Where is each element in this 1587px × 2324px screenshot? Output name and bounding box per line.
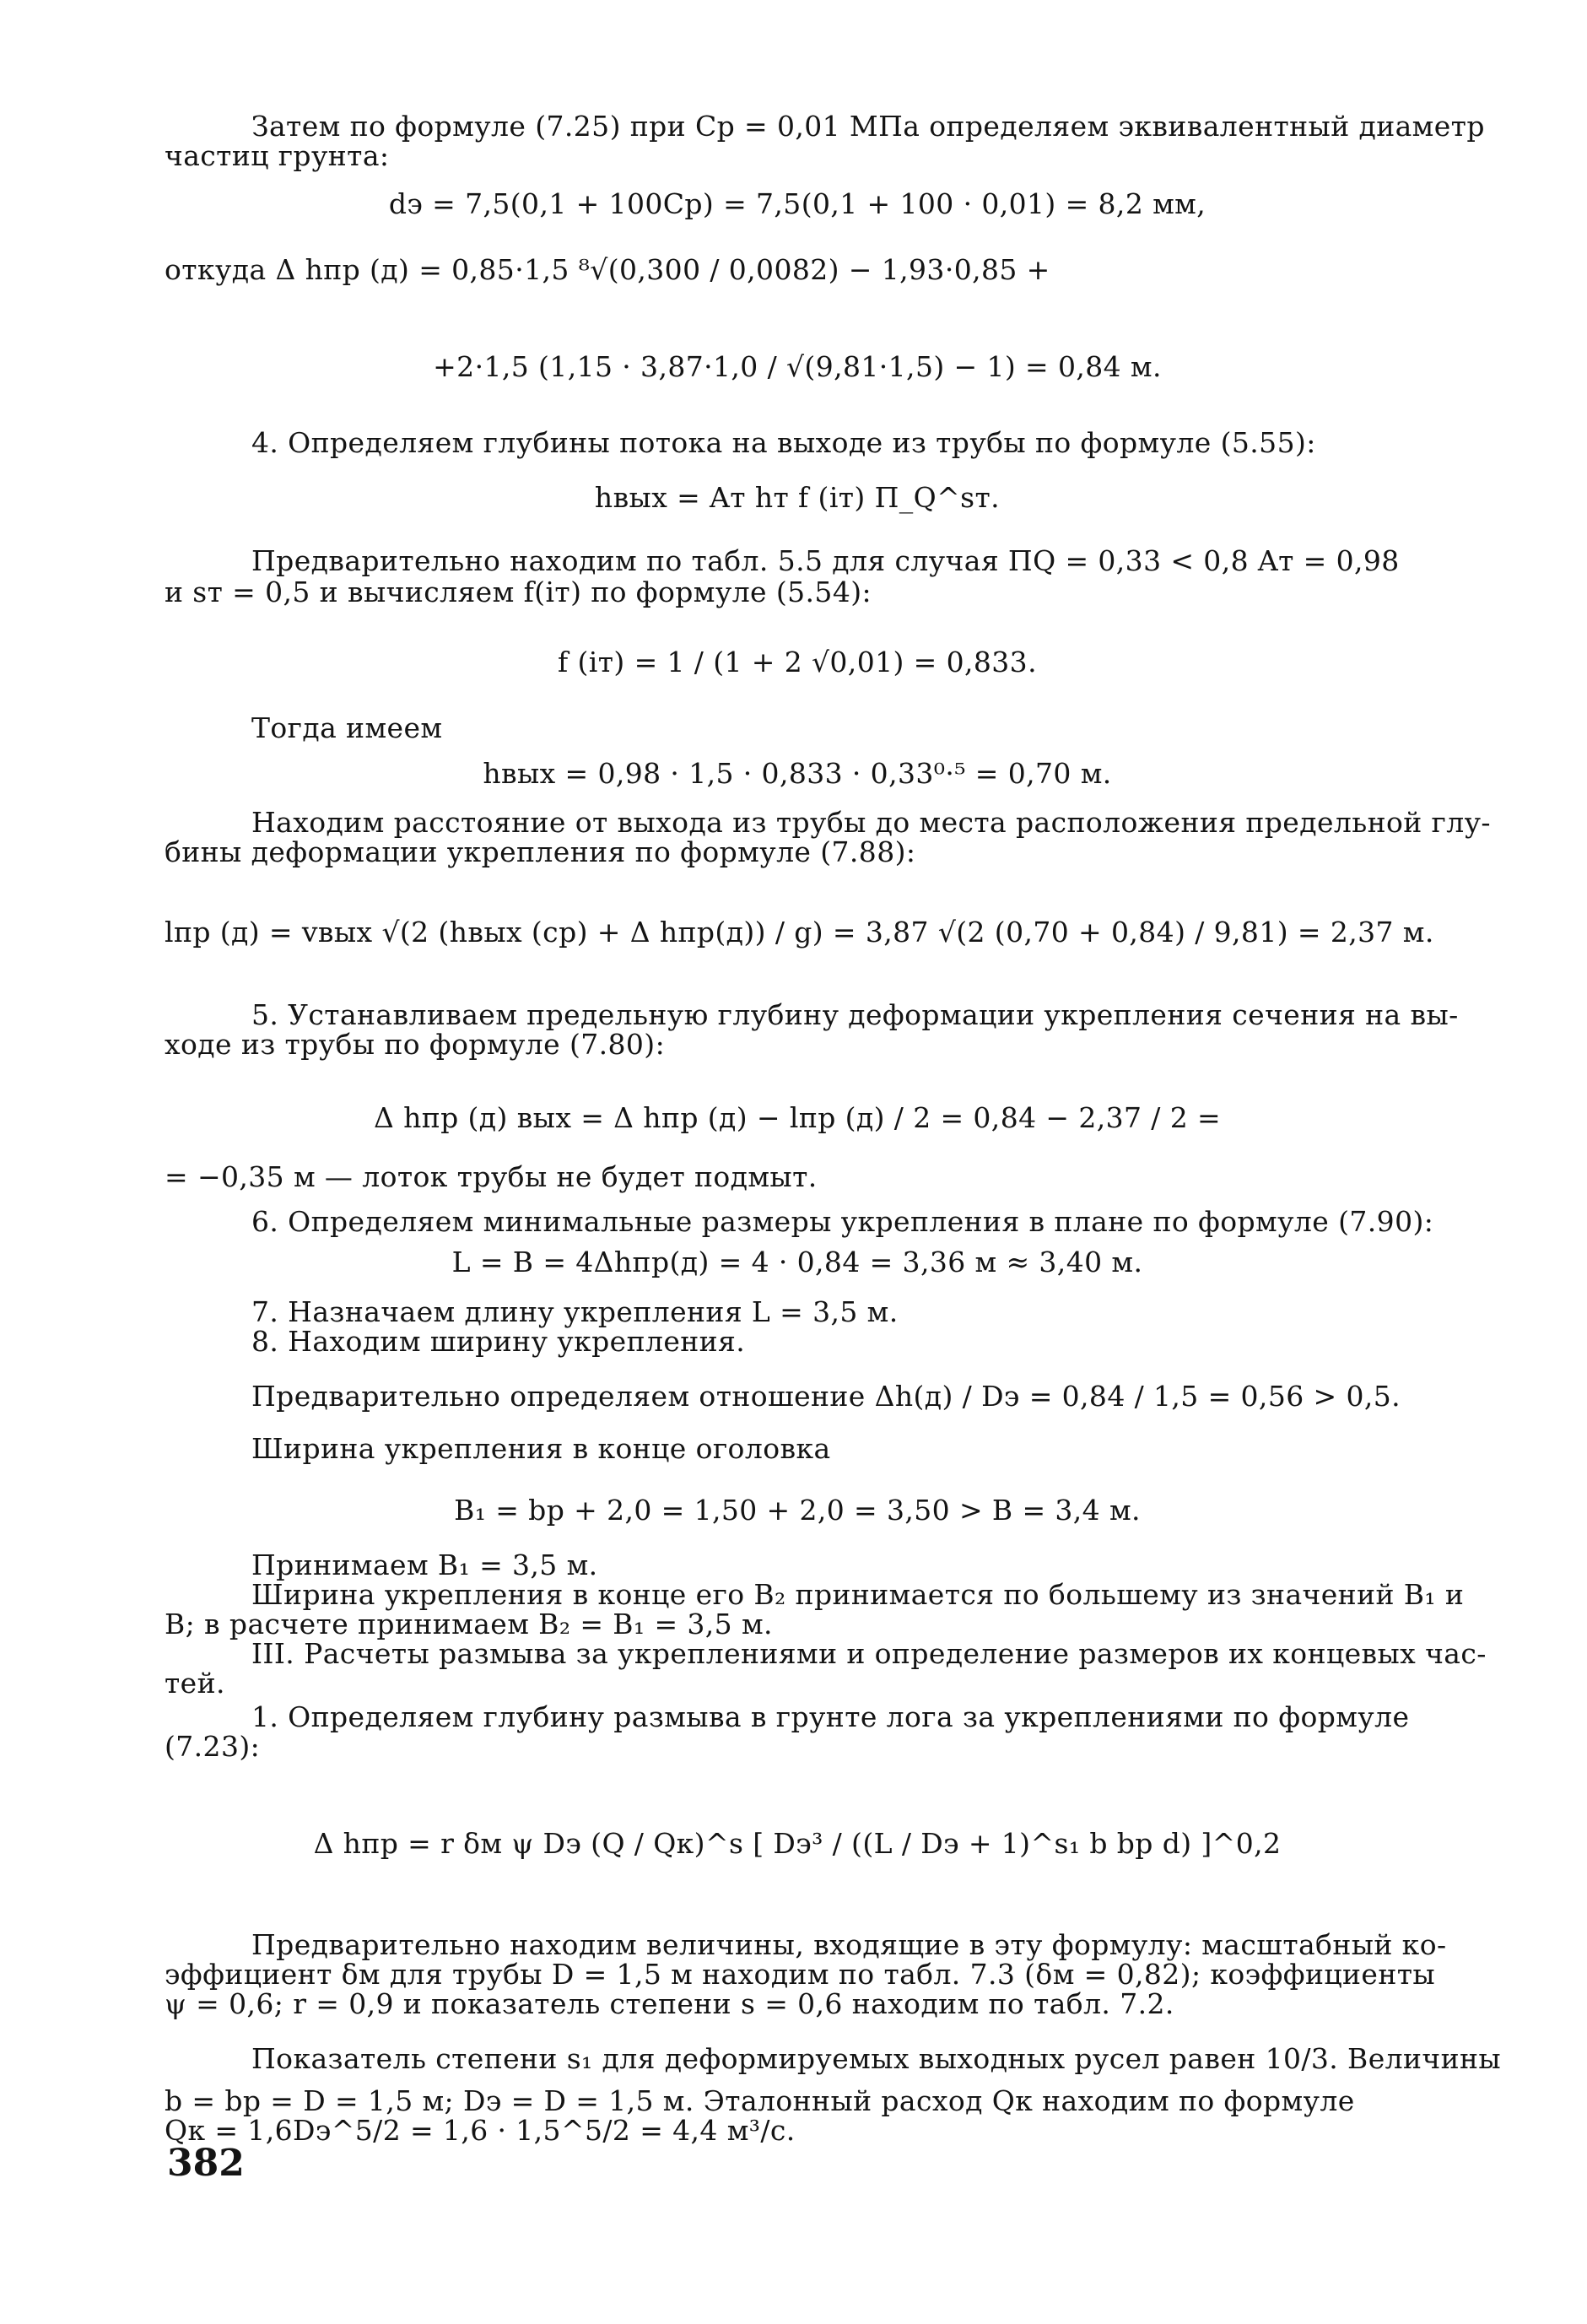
text-line: 7. Назначаем длину укрепления L = 3,5 м. (251, 1295, 899, 1328)
text-line: 1. Определяем глубину размыва в грунте лога за укреплениями по формуле (251, 1700, 1410, 1733)
formula-line: hвых = Aт hт f (iт) Π_Q^sт. (594, 481, 1001, 514)
text-line: Находим расстояние от выхода из трубы до места расположения предельной глу- (251, 806, 1491, 839)
text-line: ψ = 0,6; r = 0,9 и показатель степени s = 0,6 находим по табл. 7.2. (165, 1987, 1174, 2020)
formula-line: +2·1,5 (1,15 · 3,87·1,0 / √(9,81·1,5) − 1) = 0,84 м. (433, 350, 1162, 383)
formula-line: Δ hпр = r δм ψ Dэ (Q / Qк)^s [ Dэ³ / ((L / Dэ + 1)^s₁ b bр d) ]^0,2 (313, 1827, 1282, 1860)
text-line: 4. Определяем глубины потока на выходе из трубы по формуле (5.55): (251, 426, 1316, 459)
page-number: 382 (167, 2142, 245, 2185)
text-line: и sт = 0,5 и вычисляем f(iт) по формуле (5.54): (165, 576, 872, 608)
text-line: Тогда имеем (251, 711, 443, 744)
text-line: Показатель степени s₁ для деформируемых выходных русел равен 10/3. Величины (251, 2042, 1502, 2075)
text-line: ходе из трубы по формуле (7.80): (165, 1028, 666, 1061)
text-line: эффициент δм для трубы D = 1,5 м находим по табл. 7.3 (δм = 0,82); коэффициенты (165, 1958, 1436, 1991)
text-line: частиц грунта: (165, 139, 390, 172)
text-line: (7.23): (165, 1730, 261, 1763)
text-line: тей. (165, 1667, 225, 1700)
formula-line: lпр (д) = vвых √(2 (hвых (ср) + Δ hпр(д)) / g) = 3,87 √(2 (0,70 + 0,84) / 9,81) = 2,37 м. (165, 916, 1434, 949)
formula-line: dэ = 7,5(0,1 + 100Cр) = 7,5(0,1 + 100 · 0,01) = 8,2 мм, (388, 187, 1206, 220)
text-line: Предварительно находим величины, входящие в эту формулу: масштабный ко- (251, 1928, 1447, 1961)
text-line: Предварительно находим по табл. 5.5 для случая ΠQ = 0,33 < 0,8 Aт = 0,98 (251, 544, 1400, 577)
text-line: Ширина укрепления в конце его B₂ принимается по большему из значений B₁ и (251, 1578, 1465, 1611)
formula-line: f (iт) = 1 / (1 + 2 √0,01) = 0,833. (558, 646, 1037, 678)
text-line: 5. Устанавливаем предельную глубину деформации укрепления сечения на вы- (251, 998, 1459, 1031)
formula-line: L = B = 4Δhпр(д) = 4 · 0,84 = 3,36 м ≈ 3,40 м. (451, 1246, 1143, 1278)
text-line: бины деформации укрепления по формуле (7.88): (165, 835, 916, 868)
formula-line: откуда Δ hпр (д) = 0,85·1,5 ⁸√(0,300 / 0,0082) − 1,93·0,85 + (165, 253, 1050, 286)
text-line: Затем по формуле (7.25) при Cр = 0,01 МПа определяем эквивалентный диаметр (251, 110, 1485, 143)
text-line: Ширина укрепления в конце оголовка (251, 1432, 831, 1465)
text-line: 8. Находим ширину укрепления. (251, 1325, 746, 1358)
text-line: = −0,35 м — лоток трубы не будет подмыт. (165, 1160, 818, 1193)
text-line: III. Расчеты размыва за укреплениями и определение размеров их концевых час- (251, 1637, 1487, 1670)
text-line: b = bр = D = 1,5 м; Dэ = D = 1,5 м. Эталонный расход Qк находим по формуле (165, 2084, 1355, 2117)
formula-line: hвых = 0,98 · 1,5 · 0,833 · 0,33⁰·⁵ = 0,70 м. (483, 757, 1112, 790)
text-line: Предварительно определяем отношение Δh(д) / Dэ = 0,84 / 1,5 = 0,56 > 0,5. (251, 1380, 1401, 1413)
text-line: 6. Определяем минимальные размеры укрепления в плане по формуле (7.90): (251, 1205, 1434, 1238)
text-line: Принимаем B₁ = 3,5 м. (251, 1548, 598, 1581)
text-line: B; в расчете принимаем B₂ = B₁ = 3,5 м. (165, 1608, 773, 1640)
formula-line: B₁ = bр + 2,0 = 1,50 + 2,0 = 3,50 > B = 3,4 м. (454, 1494, 1141, 1527)
formula-line: Δ hпр (д) вых = Δ hпр (д) − lпр (д) / 2 = 0,84 − 2,37 / 2 = (373, 1101, 1222, 1134)
text-line: Qк = 1,6Dэ^5/2 = 1,6 · 1,5^5/2 = 4,4 м³/с. (165, 2114, 796, 2147)
